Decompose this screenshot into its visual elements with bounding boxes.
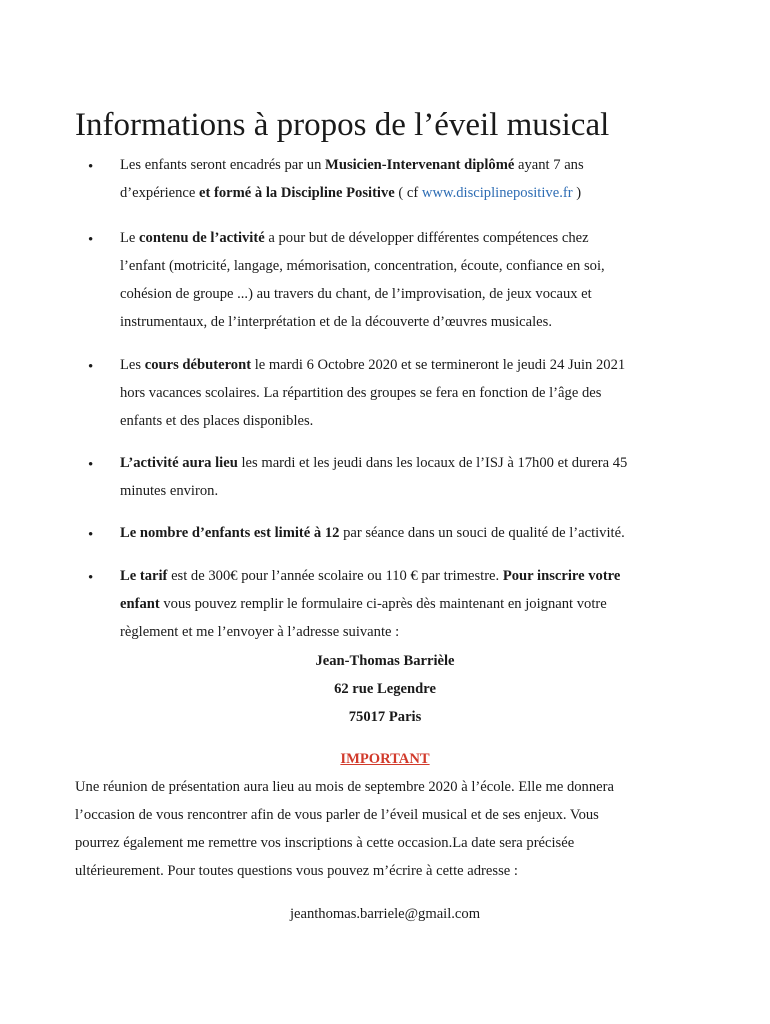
text-run: Les enfants seront encadrés par un [120,157,326,173]
paragraph-line: pourrez également me remettre vos inscriptions à cette occasion.La date sera précisée [75,835,575,851]
list-item-line [120,413,313,430]
bullet-icon: • [88,359,94,375]
list-item-line [120,455,627,472]
paragraph-line: l’occasion de vous rencontrer afin de vous parler de l’éveil musical et de ses enjeux. Vous [75,807,599,823]
important-label: IMPORTANT [340,751,430,767]
text-run: règlement et me l’envoyer à l’adresse suivante : [120,624,400,640]
text-run: a pour but de développer différentes compétences chez [264,230,589,246]
text-run: cohésion de groupe ...) au travers du chant, de l’improvisation, de jeux vocaux et [120,286,592,302]
list-item-line [120,357,625,374]
text-run: l’enfant (motricité, langage, mémorisation, concentration, écoute, confiance en soi, [120,258,605,274]
paragraph-line: ultérieurement. Pour toutes questions vous pouvez m’écrire à cette adresse : [75,863,518,879]
bold-text: Musicien-Intervenant diplômé [325,157,515,173]
bold-text: et formé à la Discipline Positive [199,185,395,201]
text-run: hors vacances scolaires. La répartition des groupes se fera en fonction de l’âge des [120,385,602,401]
list-item-line [120,596,607,613]
address-city: 75017 Paris [348,709,422,725]
bullet-icon: • [88,232,94,248]
text-run: est de 300€ pour l’année scolaire ou 110 € par trimestre. [167,568,503,584]
list-item-line [120,568,620,585]
text-run: instrumentaux, de l’interprétation et de la découverte d’œuvres musicales. [120,314,552,330]
text-run: ( cf [394,185,422,201]
important-heading [0,751,770,768]
bullet-icon: • [88,527,94,543]
bold-text: Pour inscrire votre [502,568,621,584]
paragraph-line: Une réunion de présentation aura lieu au mois de septembre 2020 à l’école. Elle me donnera [75,779,614,795]
list-item-line [120,483,218,500]
bold-text: Le nombre d’enfants est limité à 12 [120,525,340,541]
address-street: 62 rue Legendre [334,681,436,697]
list-item-line [120,286,592,303]
list-item-line [120,314,552,331]
page-title: Informations à propos de l’éveil musical [75,107,610,143]
list-item-line [120,230,589,247]
text-run: d’expérience [120,185,199,201]
list-item-line [120,624,399,641]
bold-text: contenu de l’activité [139,230,265,246]
text-run: Les [120,357,145,373]
bullet-icon: • [88,457,94,473]
text-run: enfants et des places disponibles. [120,413,314,429]
address-name: Jean-Thomas Barrièle [315,653,455,669]
contact-email: jeanthomas.barriele@gmail.com [289,906,481,922]
bold-text: cours débuteront [144,357,252,373]
text-run: les mardi et les jeudi dans les locaux de l’ISJ à 17h00 et durera 45 [237,455,628,471]
bullet-icon: • [88,570,94,586]
text-run: vous pouvez remplir le formulaire ci-après dès maintenant en joignant votre [159,596,607,612]
list-item-line [120,157,584,174]
text-run: minutes environ. [120,483,219,499]
bold-text: L’activité aura lieu [120,455,238,471]
website-link[interactable]: www.disciplinepositive.fr [421,185,573,201]
text-run: par séance dans un souci de qualité de l’activité. [339,525,625,541]
text-run: ) [572,185,582,201]
bold-text: Le tarif [120,568,168,584]
list-item-line [120,258,605,275]
text-run: ayant 7 ans [514,157,584,173]
bold-text: enfant [120,596,160,612]
list-item-line [120,385,601,402]
list-item-line [120,185,581,202]
text-run: Le [120,230,140,246]
bullet-icon: • [88,159,94,175]
list-item-line [120,525,625,542]
text-run: le mardi 6 Octobre 2020 et se termineront le jeudi 24 Juin 2021 [251,357,626,373]
